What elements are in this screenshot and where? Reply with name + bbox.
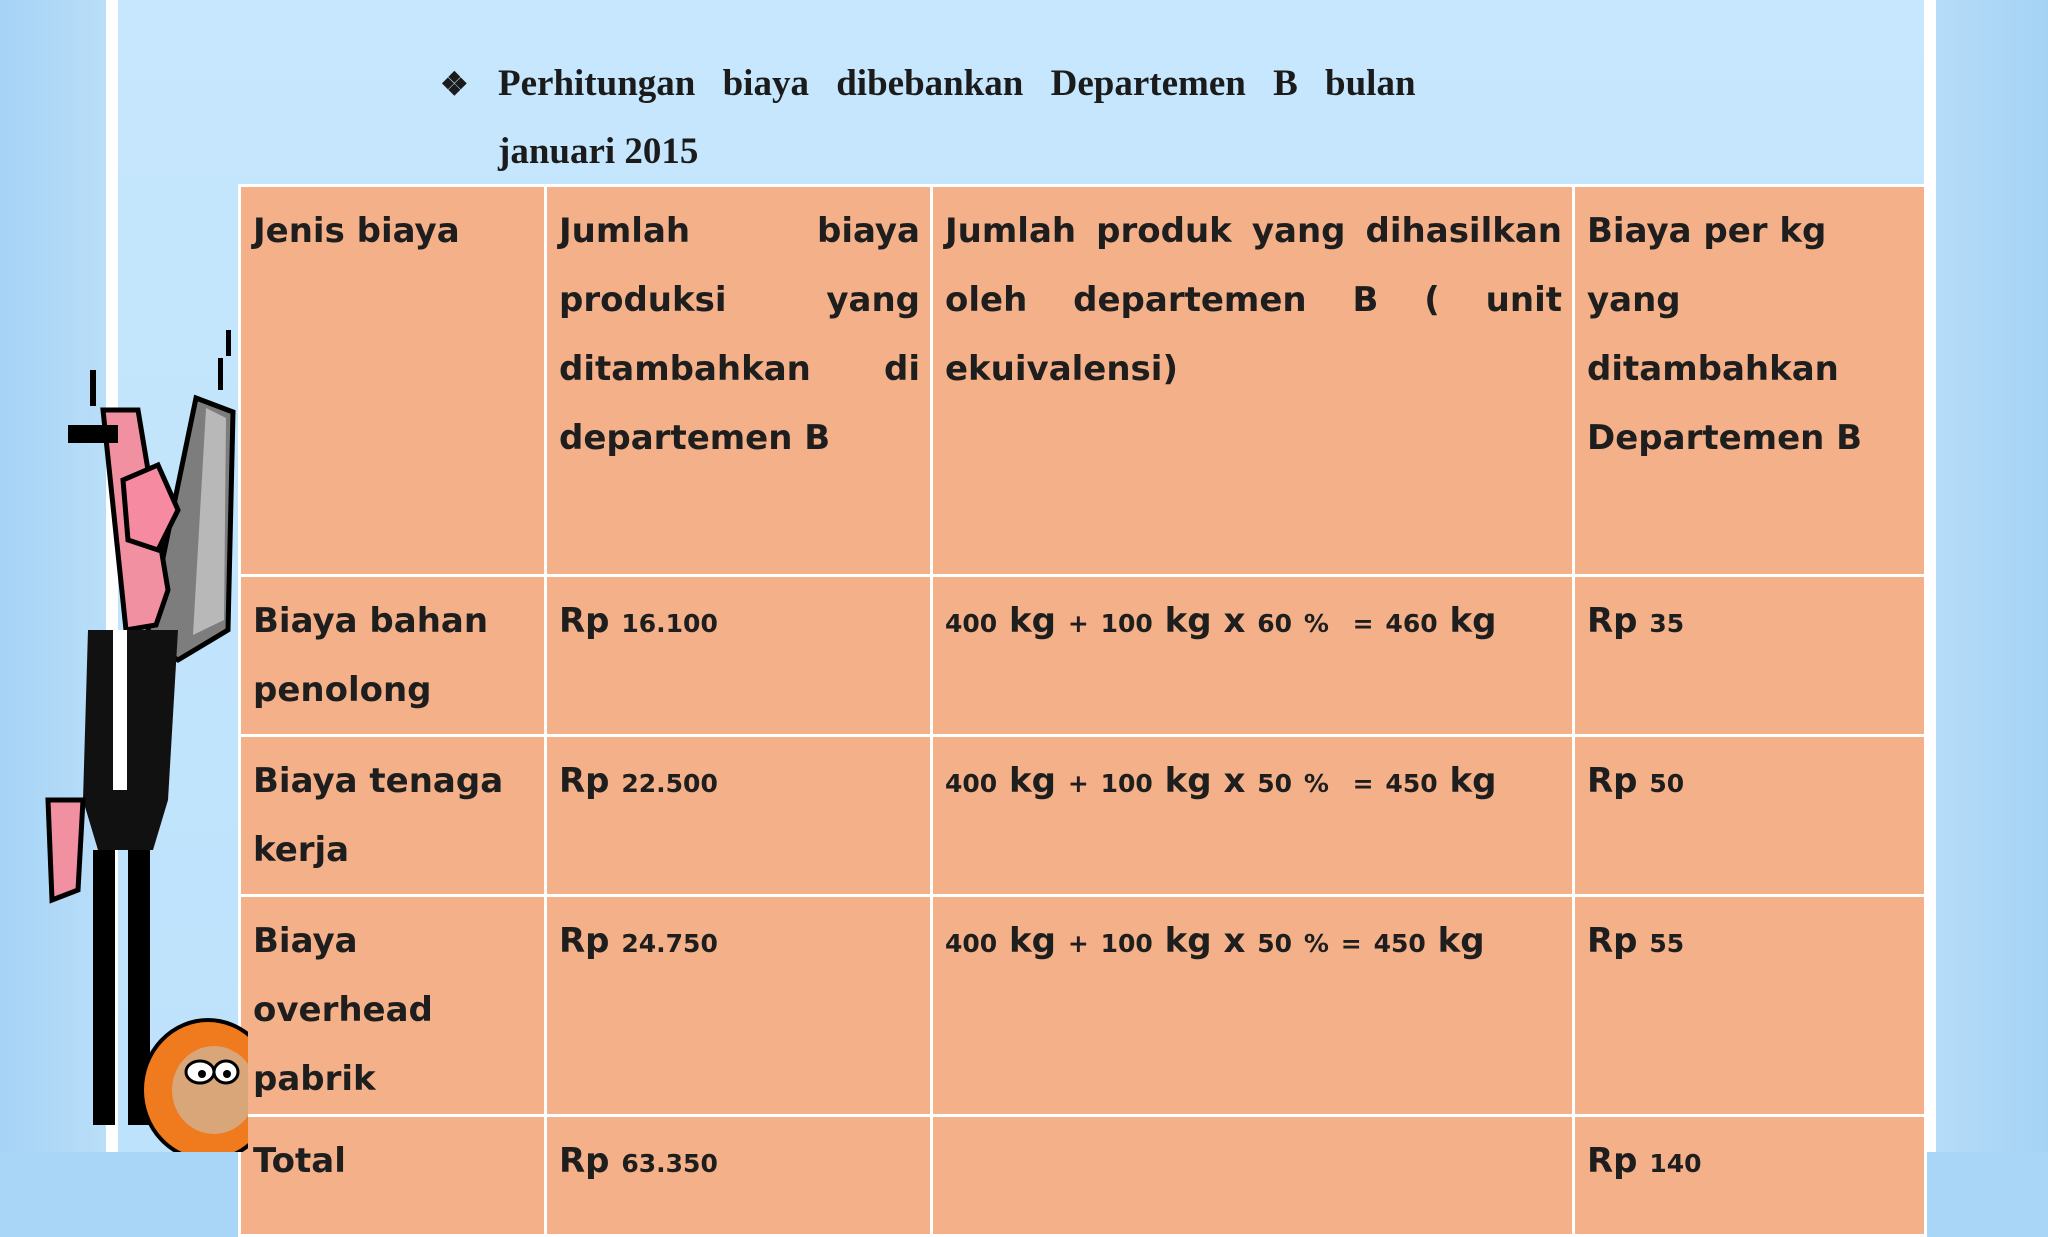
cell-jumlah: Rp 63.350 (546, 1116, 932, 1236)
cell-jumlah: Rp 22.500 (546, 736, 932, 896)
cell-per-kg: Rp 35 (1574, 576, 1926, 736)
megaphone-mascot-illustration (28, 330, 248, 1152)
cell-jenis: Biaya overhead pabrik (240, 896, 546, 1116)
cell-jenis: Biaya bahan penolong (240, 576, 546, 736)
cell-jumlah: Rp 24.750 (546, 896, 932, 1116)
cell-formula (932, 1116, 1574, 1236)
cell-per-kg: Rp 55 (1574, 896, 1926, 1116)
cost-allocation-table (238, 184, 1927, 1237)
table-row-total (240, 1116, 1926, 1236)
header-jumlah-produk: Jumlah produk yang dihasilkan oleh departemen B ( unit ekuivalensi) (932, 186, 1574, 576)
cell-formula: 400 kg + 100 kg x 60 % = 460 kg (932, 576, 1574, 736)
right-sidebar-band (1936, 0, 2048, 1152)
header-jumlah-biaya: Jumlah biaya produksi yang ditambahkan di departemen B (546, 186, 932, 576)
header-jenis-biaya: Jenis biaya (240, 186, 546, 576)
cell-per-kg: Rp 140 (1574, 1116, 1926, 1236)
table-header-row (240, 186, 1926, 576)
cell-jumlah: Rp 16.100 (546, 576, 932, 736)
cell-jenis: Biaya tenaga kerja (240, 736, 546, 896)
header-biaya-per-kg: Biaya per kg yang ditambahkan Departemen B (1574, 186, 1926, 576)
diamond-bullet-icon: ❖ (440, 66, 469, 102)
table-row (240, 576, 1926, 736)
table-row (240, 896, 1926, 1116)
heading-line-1: Perhitungan biaya dibebankan Departemen B bulan (498, 63, 1416, 104)
table-row (240, 736, 1926, 896)
cell-formula: 400 kg + 100 kg x 50 % = 450 kg (932, 736, 1574, 896)
cell-jenis: Total (240, 1116, 546, 1236)
cell-per-kg: Rp 50 (1574, 736, 1926, 896)
cell-formula: 400 kg + 100 kg x 50 % = 450 kg (932, 896, 1574, 1116)
heading-line-2: januari 2015 (498, 131, 699, 172)
